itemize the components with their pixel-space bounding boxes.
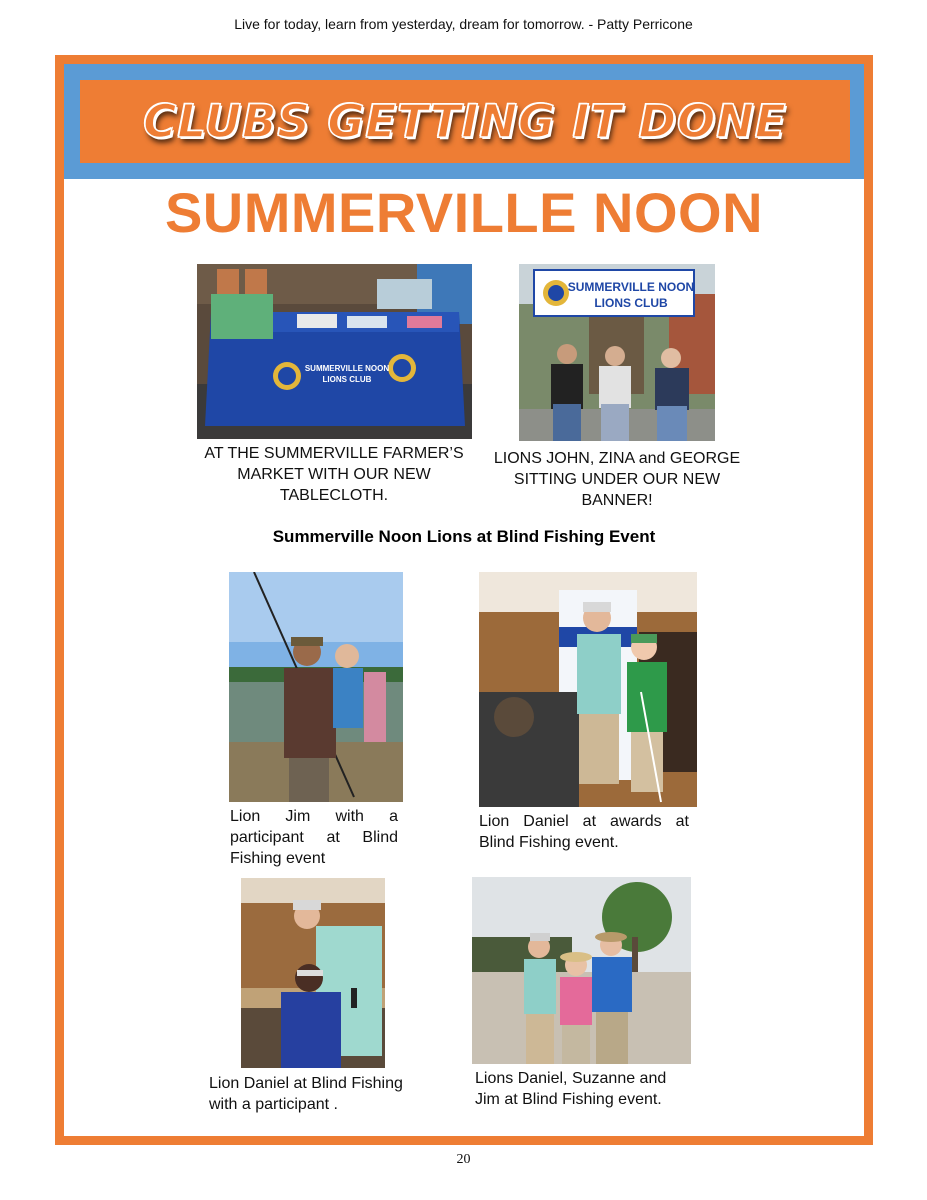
photo-group xyxy=(472,877,691,1064)
section-heading: Summerville Noon Lions at Blind Fishing Event xyxy=(272,527,656,546)
photo-tablecloth xyxy=(197,264,472,439)
photo-jim-fishing xyxy=(229,572,403,802)
caption-daniel-awards: Lion Daniel at awards at Blind Fishing event. xyxy=(479,813,689,851)
caption-tablecloth: AT THE SUMMERVILLE FARMER’S MARKET WITH OUR NEW TABLECLOTH. xyxy=(204,445,464,504)
caption-jim-fishing: Lion Jim with a participant at Blind Fishing event xyxy=(230,808,398,867)
photo-banner-sitting xyxy=(519,264,715,441)
caption-banner-sitting: LIONS JOHN, ZINA and GEORGE SITTING UNDER OUR NEW BANNER! xyxy=(493,450,741,509)
banner-sign-line-2: LIONS CLUB xyxy=(594,296,668,310)
banner-title: CLUBS GETTING IT DONE xyxy=(143,95,787,148)
caption-group: Lions Daniel, Suzanne and Jim at Blind Fishing event. xyxy=(475,1070,667,1108)
photo-daniel-participant xyxy=(241,878,385,1068)
banner-sign-line-1: SUMMERVILLE NOON xyxy=(567,280,695,294)
tablecloth-text-1: SUMMERVILLE NOON xyxy=(304,364,390,373)
page-number: 20 xyxy=(456,1152,471,1167)
photo-daniel-awards xyxy=(479,572,697,807)
header-quote: Live for today, learn from yesterday, dream for tomorrow. - Patty Perricone xyxy=(234,16,693,32)
caption-daniel-participant: Lion Daniel at Blind Fishing with a participant . xyxy=(209,1075,403,1113)
club-title: SUMMERVILLE NOON xyxy=(164,181,764,244)
tablecloth-text-2: LIONS CLUB xyxy=(322,375,372,384)
